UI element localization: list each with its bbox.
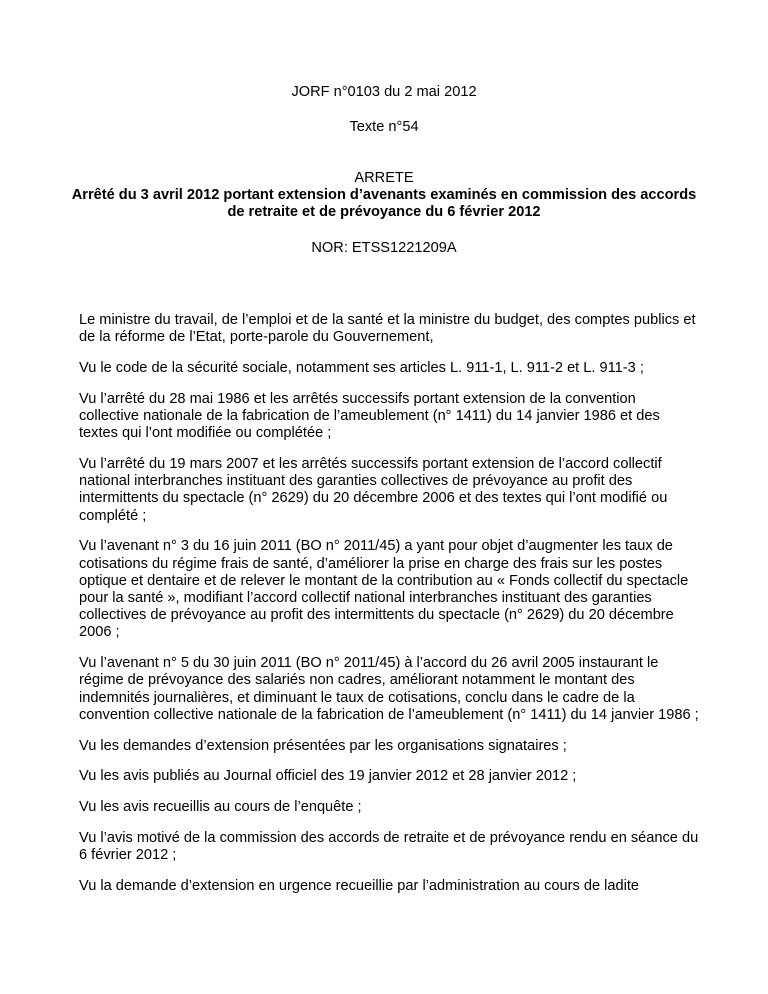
document-type-label: ARRETE [354, 170, 414, 186]
paragraph-visa: Vu la demande d’extension en urgence recueillie par l’administration au cours de ladite [79, 878, 640, 895]
document-title: Arrêté du 3 avril 2012 portant extension d’avenants examinés en commission des accords de retraite et de prévoyance du 6 février 2012 [71, 187, 697, 220]
paragraph-visa: Vu l’avenant n° 3 du 16 juin 2011 (BO n° 2011/45) a yant pour objet d’augmenter les taux de cotisations du régime frais de santé, d’améliorer la prise en charge des frais sur les postes optique et dentaire et de relever le montant de la contribution au « Fonds collectif du spectacle pour la santé », modifiant l’accord collectif national interbranches instituant des garanties collectives de prévoyance au profit des intermittents du spectacle (n° 2629) du 20 décembre 2006 ; [79, 538, 689, 641]
paragraph-visa: Vu l’arrêté du 19 mars 2007 et les arrêtés successifs portant extension de l’accord collectif national interbranches instituant des garanties collectives de prévoyance au profit des intermittents du spectacle (n° 2629) du 20 décembre 2006 et des textes qui l’ont modifié ou complété ; [79, 456, 668, 524]
document-body [79, 312, 699, 895]
paragraph-visa: Vu le code de la sécurité sociale, notamment ses articles L. 911-1, L. 911-2 et L. 911-3 ; [79, 360, 644, 376]
paragraph-visa: Vu les avis publiés au Journal officiel des 19 janvier 2012 et 28 janvier 2012 ; [79, 768, 577, 785]
paragraph-visa: Vu les avis recueillis au cours de l’enquête ; [79, 799, 362, 816]
paragraph-visa: Vu les demandes d’extension présentées par les organisations signataires ; [79, 737, 567, 754]
paragraph-visa: Vu l’avenant n° 5 du 30 juin 2011 (BO n° 2011/45) à l’accord du 26 avril 2005 instaurant le régime de prévoyance des salariés non cadres, améliorant notamment le montant des indemnités journalières, et diminuant le taux de cotisations, conclu dans le cadre de la convention collective nationale de la fabrication de l’ameublement (n° 1411) du 14 janvier 1986 ; [79, 655, 699, 723]
texte-reference: Texte n°54 [349, 119, 419, 135]
paragraph-visa: Vu l’arrêté du 28 mai 1986 et les arrêtés successifs portant extension de la convention collective nationale de la fabrication de l’ameublement (n° 1411) du 14 janvier 1986 et des textes qui l’ont modifiée ou complétée ; [79, 390, 660, 442]
journal-reference: JORF n°0103 du 2 mai 2012 [291, 84, 477, 100]
nor-reference: NOR: ETSS1221209A [311, 240, 457, 256]
paragraph-preamble: Le ministre du travail, de l’emploi et de la santé et la ministre du budget, des comptes publics et de la réforme de l’Etat, porte-parole du Gouvernement, [79, 312, 696, 346]
paragraph-visa: Vu l’avis motivé de la commission des accords de retraite et de prévoyance rendu en séance du 6 février 2012 ; [79, 830, 699, 864]
